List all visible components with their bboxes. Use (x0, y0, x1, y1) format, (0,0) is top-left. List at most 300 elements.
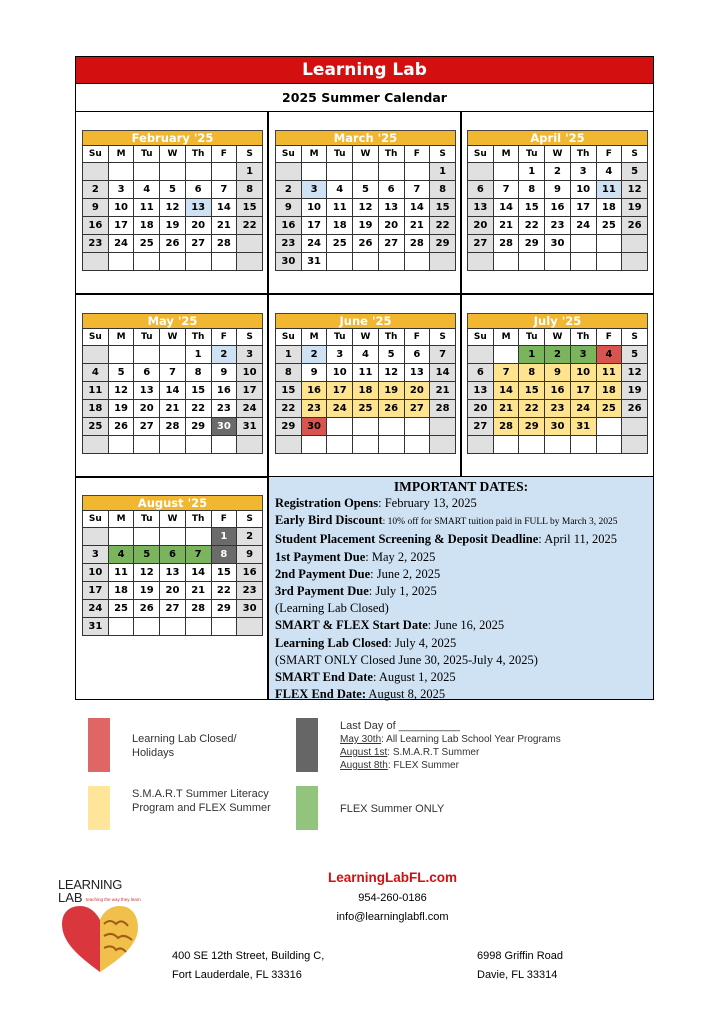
smart-closed-note: (SMART ONLY Closed June 30, 2025-July 4, 2025) (275, 652, 538, 667)
calendar-day: 1 (519, 346, 545, 364)
legend-closed-label: Learning Lab Closed/ Holidays (132, 733, 237, 759)
calendar-day: 26 (622, 400, 648, 418)
calendar-empty-cell (353, 418, 379, 436)
calendar-empty-cell (468, 346, 494, 364)
weekday-header: W (160, 511, 186, 528)
calendar-day: 17 (570, 199, 596, 217)
calendar-day: 22 (519, 400, 545, 418)
calendar-day: 30 (545, 235, 571, 253)
calendar-day: 24 (327, 400, 353, 418)
calendar-day: 3 (570, 163, 596, 181)
calendar-empty-cell (404, 418, 430, 436)
calendar-day: 17 (237, 382, 263, 400)
calendar-empty-cell (570, 253, 596, 271)
smart-end-date: SMART End Date: August 1, 2025 (275, 670, 456, 685)
calendar-day: 5 (108, 364, 134, 382)
calendar-empty-cell (134, 253, 160, 271)
calendar-day: 11 (108, 564, 134, 582)
calendar-empty-cell (276, 163, 302, 181)
calendar-day: 26 (353, 235, 379, 253)
calendar-day: 22 (519, 217, 545, 235)
calendar-day: 12 (108, 382, 134, 400)
weekday-header: Su (83, 511, 109, 528)
calendar-empty-cell (493, 436, 519, 454)
calendar-day: 25 (353, 400, 379, 418)
calendar-empty-cell (108, 163, 134, 181)
weekday-header: S (237, 146, 263, 163)
calendar-day: 20 (185, 217, 211, 235)
calendar-day: 12 (622, 181, 648, 199)
month-grid (82, 510, 263, 636)
calendar-day: 25 (134, 235, 160, 253)
calendar-day: 27 (468, 418, 494, 436)
calendar-empty-cell (211, 253, 237, 271)
calendar-day: 30 (237, 600, 263, 618)
weekday-header: Th (570, 329, 596, 346)
calendar-day: 28 (430, 400, 456, 418)
calendar-day: 19 (108, 400, 134, 418)
calendar-empty-cell (160, 618, 186, 636)
calendar-empty-cell (185, 528, 211, 546)
calendar-day: 15 (211, 564, 237, 582)
placement-deadline: Student Placement Screening & Deposit Deadline: April 11, 2025 (275, 532, 618, 547)
weekday-header: Tu (327, 329, 353, 346)
calendar-day: 17 (570, 382, 596, 400)
calendar-empty-cell (160, 163, 186, 181)
calendar-empty-cell (596, 436, 622, 454)
calendar-day: 28 (404, 235, 430, 253)
calendar-day: 17 (83, 582, 109, 600)
calendar-day: 5 (378, 346, 404, 364)
calendar-empty-cell (622, 253, 648, 271)
calendar-day: 14 (493, 382, 519, 400)
calendar-day: 4 (353, 346, 379, 364)
calendar-empty-cell (404, 253, 430, 271)
calendar-day: 13 (378, 199, 404, 217)
calendar-day: 10 (237, 364, 263, 382)
month-august (82, 495, 263, 636)
calendar-day: 1 (185, 346, 211, 364)
calendar-empty-cell (134, 346, 160, 364)
learning-lab-logo: LEARNING LAB teaching the way they learn (58, 878, 148, 978)
month-title: February '25 (82, 130, 263, 145)
calendar-empty-cell (404, 436, 430, 454)
calendar-day: 14 (430, 364, 456, 382)
calendar-empty-cell (519, 253, 545, 271)
month-title: August '25 (82, 495, 263, 510)
calendar-empty-cell (327, 436, 353, 454)
month-grid (467, 328, 648, 454)
calendar-day: 2 (276, 181, 302, 199)
calendar-empty-cell (545, 436, 571, 454)
legend-swatch-smart (88, 786, 110, 830)
calendar-empty-cell (134, 436, 160, 454)
weekday-header: F (404, 146, 430, 163)
calendar-day: 6 (378, 181, 404, 199)
calendar-empty-cell (301, 163, 327, 181)
weekday-header: M (493, 146, 519, 163)
address-1-line1: 400 SE 12th Street, Building C, (172, 950, 325, 962)
calendar-day: 27 (134, 418, 160, 436)
calendar-day: 13 (468, 199, 494, 217)
calendar-day: 17 (301, 217, 327, 235)
calendar-day: 10 (301, 199, 327, 217)
calendar-empty-cell (353, 436, 379, 454)
calendar-day: 7 (430, 346, 456, 364)
calendar-day: 16 (545, 382, 571, 400)
important-dates (269, 477, 653, 702)
legend-smart-label: S.M.A.R.T Summer Literacy Program and FLEX Summer (132, 788, 271, 814)
weekday-header: M (108, 146, 134, 163)
calendar-day: 2 (301, 346, 327, 364)
divider (76, 293, 653, 295)
weekday-header: F (596, 329, 622, 346)
calendar-empty-cell (596, 253, 622, 271)
calendar-day: 4 (108, 546, 134, 564)
calendar-empty-cell (353, 163, 379, 181)
legend-swatch-closed (88, 718, 110, 772)
calendar-day: 27 (378, 235, 404, 253)
calendar-day: 20 (378, 217, 404, 235)
calendar-day: 1 (276, 346, 302, 364)
calendar-day: 30 (545, 418, 571, 436)
weekday-header: W (353, 146, 379, 163)
calendar-day: 8 (185, 364, 211, 382)
calendar-day: 24 (83, 600, 109, 618)
calendar-day: 25 (83, 418, 109, 436)
calendar-day: 6 (185, 181, 211, 199)
calendar-empty-cell (108, 436, 134, 454)
calendar-day: 21 (404, 217, 430, 235)
calendar-day: 19 (134, 582, 160, 600)
weekday-header: Su (468, 329, 494, 346)
calendar-day: 10 (570, 364, 596, 382)
calendar-day: 18 (134, 217, 160, 235)
calendar-day: 27 (185, 235, 211, 253)
calendar-day: 19 (353, 217, 379, 235)
calendar-day: 13 (134, 382, 160, 400)
calendar-empty-cell (211, 618, 237, 636)
calendar-day: 8 (237, 181, 263, 199)
calendar-day: 9 (545, 364, 571, 382)
calendar-empty-cell (327, 418, 353, 436)
calendar-day: 23 (276, 235, 302, 253)
weekday-header: Su (276, 146, 302, 163)
calendar-day: 4 (596, 346, 622, 364)
calendar-day: 22 (276, 400, 302, 418)
closed-date: Learning Lab Closed: July 4, 2025 (275, 635, 457, 650)
calendar-empty-cell (108, 346, 134, 364)
calendar-day: 3 (301, 181, 327, 199)
calendar-day: 30 (276, 253, 302, 271)
address-2-line1: 6998 Griffin Road (477, 950, 564, 962)
calendar-empty-cell (160, 528, 186, 546)
calendar-empty-cell (353, 253, 379, 271)
calendar-empty-cell (301, 436, 327, 454)
calendar-day: 23 (237, 582, 263, 600)
calendar-day: 23 (545, 217, 571, 235)
calendar-day: 24 (570, 217, 596, 235)
calendar-day: 14 (211, 199, 237, 217)
calendar-day: 8 (430, 181, 456, 199)
calendar-day: 12 (160, 199, 186, 217)
weekday-header: M (108, 329, 134, 346)
month-march (275, 130, 456, 271)
calendar-empty-cell (430, 418, 456, 436)
calendar-day: 13 (185, 199, 211, 217)
calendar-day: 17 (108, 217, 134, 235)
calendar-day: 3 (108, 181, 134, 199)
calendar-empty-cell (378, 436, 404, 454)
legend-swatch-flex (296, 786, 318, 830)
weekday-header: Tu (519, 146, 545, 163)
calendar-day: 15 (430, 199, 456, 217)
month-title: April '25 (467, 130, 648, 145)
calendar-day: 25 (596, 217, 622, 235)
calendar-day: 21 (493, 217, 519, 235)
calendar-empty-cell (404, 163, 430, 181)
calendar-day: 1 (430, 163, 456, 181)
calendar-day: 12 (378, 364, 404, 382)
flex-end-date: FLEX End Date: August 8, 2025 (275, 687, 446, 702)
third-payment: 3rd Payment Due: July 1, 2025 (275, 584, 437, 599)
weekday-header: Tu (134, 511, 160, 528)
calendar-day: 20 (160, 582, 186, 600)
calendar-day: 9 (545, 181, 571, 199)
calendar-empty-cell (622, 418, 648, 436)
calendar-day: 14 (404, 199, 430, 217)
calendar-empty-cell (378, 418, 404, 436)
calendar-empty-cell (211, 436, 237, 454)
calendar-empty-cell (83, 163, 109, 181)
calendar-day: 17 (327, 382, 353, 400)
calendar-day: 9 (211, 364, 237, 382)
calendar-day: 9 (276, 199, 302, 217)
calendar-empty-cell (108, 253, 134, 271)
weekday-header: Tu (134, 146, 160, 163)
calendar-day: 23 (545, 400, 571, 418)
weekday-header: Th (185, 329, 211, 346)
email-link[interactable]: info@learninglabfl.com (336, 911, 449, 923)
weekday-header: W (353, 329, 379, 346)
calendar-empty-cell (378, 163, 404, 181)
calendar-day: 7 (493, 364, 519, 382)
calendar-empty-cell (160, 346, 186, 364)
calendar-empty-cell (545, 253, 571, 271)
legend-last-day: Last Day of __________ May 30th: All Learning Lab School Year Programs August 1st: S.M.A.R.T Summer August 8th: FLEX Summer (340, 719, 640, 772)
calendar-day: 2 (83, 181, 109, 199)
calendar-day: 1 (237, 163, 263, 181)
calendar-day: 18 (596, 382, 622, 400)
calendar-day: 10 (570, 181, 596, 199)
calendar-day: 22 (211, 582, 237, 600)
calendar-day: 26 (160, 235, 186, 253)
calendar-day: 18 (596, 199, 622, 217)
calendar-day: 13 (160, 564, 186, 582)
calendar-empty-cell (519, 436, 545, 454)
calendar-day: 12 (134, 564, 160, 582)
month-grid (275, 145, 456, 271)
calendar-day: 14 (160, 382, 186, 400)
calendar-day: 21 (211, 217, 237, 235)
calendar-empty-cell (378, 253, 404, 271)
calendar-day: 6 (160, 546, 186, 564)
calendar-day: 28 (493, 418, 519, 436)
important-dates-title: IMPORTANT DATES: (393, 479, 529, 494)
calendar-empty-cell (276, 436, 302, 454)
calendar-day: 15 (276, 382, 302, 400)
calendar-day: 18 (83, 400, 109, 418)
calendar-day: 12 (622, 364, 648, 382)
calendar-day: 1 (519, 163, 545, 181)
phone-number: 954-260-0186 (358, 892, 427, 904)
calendar-day: 20 (404, 382, 430, 400)
first-payment: 1st Payment Due: May 2, 2025 (275, 549, 436, 564)
calendar-day: 13 (404, 364, 430, 382)
calendar-day: 9 (237, 546, 263, 564)
calendar-day: 8 (519, 181, 545, 199)
calendar-day: 16 (545, 199, 571, 217)
calendar-day: 11 (353, 364, 379, 382)
calendar-empty-cell (237, 253, 263, 271)
calendar-day: 16 (83, 217, 109, 235)
registration-opens: Registration Opens: February 13, 2025 (275, 496, 477, 510)
weekday-header: Tu (134, 329, 160, 346)
calendar-day: 24 (108, 235, 134, 253)
calendar-day: 7 (185, 546, 211, 564)
calendar-day: 12 (353, 199, 379, 217)
calendar-empty-cell (108, 528, 134, 546)
calendar-day: 15 (519, 382, 545, 400)
calendar-day: 2 (237, 528, 263, 546)
calendar-day: 30 (211, 418, 237, 436)
calendar-day: 5 (622, 346, 648, 364)
website-link[interactable]: LearningLabFL.com (327, 870, 457, 885)
calendar-day: 8 (519, 364, 545, 382)
calendar-day: 4 (83, 364, 109, 382)
calendar-day: 28 (211, 235, 237, 253)
calendar-day: 31 (301, 253, 327, 271)
weekday-header: S (237, 329, 263, 346)
calendar-day: 19 (622, 382, 648, 400)
calendar-day: 29 (519, 235, 545, 253)
calendar-empty-cell (134, 163, 160, 181)
month-grid (275, 328, 456, 454)
calendar-day: 2 (545, 163, 571, 181)
second-payment: 2nd Payment Due: June 2, 2025 (275, 566, 441, 581)
weekday-header: Th (378, 329, 404, 346)
weekday-header: S (622, 329, 648, 346)
calendar-day: 11 (596, 364, 622, 382)
calendar-day: 26 (108, 418, 134, 436)
calendar-empty-cell (468, 163, 494, 181)
calendar-day: 11 (83, 382, 109, 400)
last-day-title: Last Day of __________ (340, 720, 460, 732)
calendar-day: 10 (83, 564, 109, 582)
calendar-day: 7 (404, 181, 430, 199)
weekday-header: W (545, 329, 571, 346)
month-grid (467, 145, 648, 271)
calendar-day: 21 (430, 382, 456, 400)
month-july (467, 313, 648, 454)
calendar-day: 31 (83, 618, 109, 636)
calendar-empty-cell (83, 253, 109, 271)
calendar-empty-cell (134, 618, 160, 636)
calendar-empty-cell (237, 235, 263, 253)
calendar-day: 27 (468, 235, 494, 253)
calendar-day: 10 (108, 199, 134, 217)
closed-note: (Learning Lab Closed) (275, 601, 389, 616)
calendar-empty-cell (185, 163, 211, 181)
calendar-empty-cell (237, 618, 263, 636)
weekday-header: F (211, 329, 237, 346)
calendar-day: 31 (570, 418, 596, 436)
weekday-header: Tu (519, 329, 545, 346)
calendar-empty-cell (327, 253, 353, 271)
calendar-day: 11 (327, 199, 353, 217)
calendar-day: 25 (596, 400, 622, 418)
weekday-header: S (237, 511, 263, 528)
calendar-empty-cell (83, 346, 109, 364)
calendar-day: 5 (622, 163, 648, 181)
calendar-day: 28 (185, 600, 211, 618)
calendar-empty-cell (430, 436, 456, 454)
calendar-empty-cell (622, 436, 648, 454)
calendar-empty-cell (211, 163, 237, 181)
calendar-day: 23 (301, 400, 327, 418)
calendar-empty-cell (468, 253, 494, 271)
calendar-day: 6 (468, 181, 494, 199)
calendar-day: 31 (237, 418, 263, 436)
calendar-empty-cell (570, 436, 596, 454)
calendar-day: 7 (493, 181, 519, 199)
calendar-empty-cell (493, 253, 519, 271)
calendar-day: 8 (211, 546, 237, 564)
calendar-day: 24 (570, 400, 596, 418)
calendar-empty-cell (622, 235, 648, 253)
start-date: SMART & FLEX Start Date: June 16, 2025 (275, 618, 505, 633)
calendar-day: 14 (493, 199, 519, 217)
month-title: July '25 (467, 313, 648, 328)
month-grid (82, 145, 263, 271)
calendar-day: 30 (301, 418, 327, 436)
calendar-day: 5 (134, 546, 160, 564)
weekday-header: M (301, 329, 327, 346)
calendar-day: 20 (134, 400, 160, 418)
calendar-day: 4 (596, 163, 622, 181)
calendar-day: 19 (160, 217, 186, 235)
weekday-header: W (160, 146, 186, 163)
calendar-empty-cell (493, 163, 519, 181)
weekday-header: M (301, 146, 327, 163)
calendar-empty-cell (596, 235, 622, 253)
calendar-empty-cell (83, 436, 109, 454)
calendar-day: 25 (108, 600, 134, 618)
calendar-day: 5 (353, 181, 379, 199)
calendar-day: 19 (378, 382, 404, 400)
address-1-line2: Fort Lauderdale, FL 33316 (172, 969, 302, 981)
calendar-empty-cell (468, 436, 494, 454)
early-bird-discount: Early Bird Discount: 10% off for SMART tuition paid in FULL by March 3, 2025 (275, 513, 618, 528)
weekday-header: Th (570, 146, 596, 163)
month-title: March '25 (275, 130, 456, 145)
weekday-header: S (622, 146, 648, 163)
weekday-header: Th (185, 146, 211, 163)
month-title: May '25 (82, 313, 263, 328)
calendar-empty-cell (185, 253, 211, 271)
calendar-day: 25 (327, 235, 353, 253)
calendar-day: 21 (160, 400, 186, 418)
